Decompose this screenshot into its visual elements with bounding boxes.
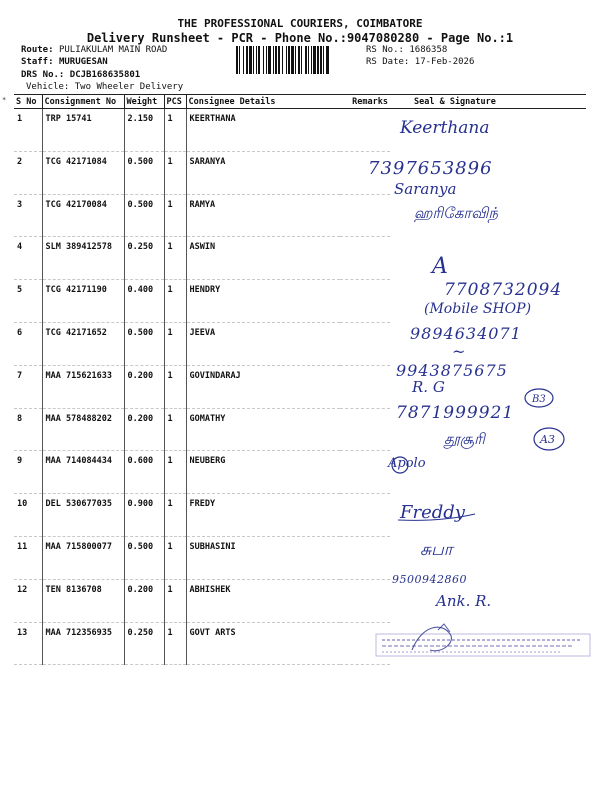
cell-sno: 6 xyxy=(14,322,42,365)
cell-weight: 0.900 xyxy=(124,494,164,537)
cell-pcs: 1 xyxy=(164,408,186,451)
cell-pcs: 1 xyxy=(164,494,186,537)
col-header-consignee: Consignee Details xyxy=(186,95,340,109)
signature-gomathy: R. G xyxy=(412,378,445,396)
signature-jeeva: ~ xyxy=(452,342,466,361)
cell-remarks xyxy=(340,579,390,622)
signature-subhasini-tamil: சுபா xyxy=(420,540,453,560)
barcode-bar xyxy=(273,46,274,74)
cell-remarks xyxy=(340,280,390,323)
barcode-bar xyxy=(295,46,296,74)
handwritten-phone-3: 9894634071 xyxy=(410,324,522,343)
barcode-bar xyxy=(288,46,290,74)
drs-value: DCJB168635801 xyxy=(69,70,141,80)
barcode-bar xyxy=(236,46,238,74)
staff-line xyxy=(21,57,108,68)
col-header-consignment: Consignment No xyxy=(42,95,124,109)
cell-pcs: 1 xyxy=(164,365,186,408)
handwritten-phone-2: 7708732094 xyxy=(444,280,563,300)
cell-consignee: KEERTHANA xyxy=(186,109,340,152)
col-header-weight: Weight xyxy=(124,95,164,109)
cell-consignee: ASWIN xyxy=(186,237,340,280)
handwritten-phone-5: 7871999921 xyxy=(396,403,515,423)
cell-consignment-no: TCG 42171652 xyxy=(42,322,124,365)
cell-remarks xyxy=(340,109,390,152)
cell-pcs: 1 xyxy=(164,194,186,237)
cell-consignee: JEEVA xyxy=(186,322,340,365)
signature-freddy: Freddy xyxy=(400,502,465,523)
rs-no-label: RS No.: xyxy=(366,45,404,55)
barcode-bar xyxy=(308,46,309,74)
col-header-pcs: PCS xyxy=(164,95,186,109)
cell-consignee: ABHISHEK xyxy=(186,579,340,622)
handwritten-phone-1: 7397653896 xyxy=(368,158,493,179)
barcode-bar xyxy=(320,46,322,74)
cell-consignee: RAMYA xyxy=(186,194,340,237)
barcode-bar xyxy=(305,46,307,74)
cell-pcs: 1 xyxy=(164,109,186,152)
cell-pcs: 1 xyxy=(164,280,186,323)
table-row xyxy=(14,451,586,494)
cell-weight: 0.500 xyxy=(124,536,164,579)
cell-weight: 0.400 xyxy=(124,280,164,323)
barcode-bar xyxy=(313,46,316,74)
col-header-signature: Seal & Signature xyxy=(390,95,586,109)
cell-consignee: SUBHASINI xyxy=(186,536,340,579)
barcode-bar xyxy=(278,46,280,74)
signature-tamil-2: தூசூரி xyxy=(444,430,485,448)
table-row xyxy=(14,237,586,280)
route-label: Route: xyxy=(21,45,54,55)
cell-remarks xyxy=(340,194,390,237)
rs-no-value: 1686358 xyxy=(409,45,448,55)
barcode-bar xyxy=(268,46,271,74)
table-row xyxy=(14,151,586,194)
cell-sno: 10 xyxy=(14,494,42,537)
rs-no-line xyxy=(366,45,447,56)
cell-consignee: GOVT ARTS xyxy=(186,622,340,665)
col-header-sno: S No xyxy=(14,95,42,109)
cell-weight: 0.200 xyxy=(124,408,164,451)
drs-label: DRS No.: xyxy=(21,70,65,80)
cell-weight: 0.500 xyxy=(124,322,164,365)
cell-sno: 1 xyxy=(14,109,42,152)
cell-remarks xyxy=(340,451,390,494)
cell-consignment-no: MAA 714084434 xyxy=(42,451,124,494)
barcode-bar xyxy=(258,46,260,74)
barcode-bar xyxy=(256,46,257,74)
badge-a3: A3 xyxy=(540,433,555,446)
cell-pcs: 1 xyxy=(164,322,186,365)
badge-b3: B3 xyxy=(532,394,546,405)
signature-keerthana: Keerthana xyxy=(400,118,490,138)
route-line xyxy=(21,45,167,56)
barcode-bar xyxy=(326,46,329,74)
cell-sno: 13 xyxy=(14,622,42,665)
cell-weight: 0.600 xyxy=(124,451,164,494)
cell-remarks xyxy=(340,322,390,365)
table-row xyxy=(14,536,586,579)
barcode-bar xyxy=(239,46,240,74)
barcode-bar xyxy=(311,46,312,74)
cell-pcs: 1 xyxy=(164,579,186,622)
cell-sno: 9 xyxy=(14,451,42,494)
cell-signature xyxy=(390,237,586,280)
company-stamp xyxy=(372,620,592,660)
cell-consignment-no: MAA 715621633 xyxy=(42,365,124,408)
cell-pcs: 1 xyxy=(164,451,186,494)
table-row xyxy=(14,194,586,237)
cell-consignment-no: SLM 389412578 xyxy=(42,237,124,280)
cell-sno: 8 xyxy=(14,408,42,451)
margin-mark: * xyxy=(2,96,7,104)
barcode-bar xyxy=(243,46,244,74)
cell-remarks xyxy=(340,536,390,579)
signature-abhishek: Ank. R. xyxy=(436,592,492,610)
signature-neuberg: Apolo xyxy=(388,456,426,471)
cell-sno: 12 xyxy=(14,579,42,622)
cell-pcs: 1 xyxy=(164,151,186,194)
barcode-bar xyxy=(286,46,287,74)
handwritten-mobile-shop: (Mobile SHOP) xyxy=(424,301,532,317)
cell-consignee: FREDY xyxy=(186,494,340,537)
cell-pcs: 1 xyxy=(164,622,186,665)
cell-weight: 0.250 xyxy=(124,622,164,665)
vehicle-line: Vehicle: Two Wheeler Delivery xyxy=(26,82,184,92)
cell-weight: 0.500 xyxy=(124,194,164,237)
cell-sno: 4 xyxy=(14,237,42,280)
cell-sno: 11 xyxy=(14,536,42,579)
barcode-bar xyxy=(275,46,277,74)
cell-consignment-no: TCG 42170084 xyxy=(42,194,124,237)
cell-consignee: GOMATHY xyxy=(186,408,340,451)
cell-remarks xyxy=(340,408,390,451)
cell-consignment-no: MAA 578488202 xyxy=(42,408,124,451)
cell-sno: 7 xyxy=(14,365,42,408)
cell-consignment-no: TCG 42171084 xyxy=(42,151,124,194)
rs-date-label: RS Date: xyxy=(366,57,410,67)
table-row xyxy=(14,109,586,152)
table-header-row xyxy=(14,95,586,109)
drs-line xyxy=(21,70,140,81)
runsheet-subtitle: Delivery Runsheet - PCR - Phone No.:9047080280 - Page No.:1 xyxy=(86,31,514,45)
signature-saranya: Saranya xyxy=(394,180,457,198)
barcode-bar xyxy=(266,46,267,74)
cell-consignee: HENDRY xyxy=(186,280,340,323)
cell-sno: 5 xyxy=(14,280,42,323)
cell-pcs: 1 xyxy=(164,536,186,579)
rs-date-value: 17-Feb-2026 xyxy=(414,57,475,67)
barcode-bar xyxy=(301,46,302,74)
cell-consignee: NEUBERG xyxy=(186,451,340,494)
barcode-bar xyxy=(246,46,248,74)
cell-weight: 0.200 xyxy=(124,365,164,408)
cell-weight: 0.250 xyxy=(124,237,164,280)
barcode-bar xyxy=(282,46,283,74)
barcode-bar xyxy=(323,46,324,74)
staff-value: MURUGESAN xyxy=(58,57,108,67)
signature-ramya-tamil: ஹரிகோவிந் xyxy=(414,204,498,222)
cell-consignment-no: TRP 15741 xyxy=(42,109,124,152)
cell-weight: 2.150 xyxy=(124,109,164,152)
cell-consignment-no: MAA 712356935 xyxy=(42,622,124,665)
cell-weight: 0.500 xyxy=(124,151,164,194)
handwritten-phone-6: 9500942860 xyxy=(392,573,467,586)
col-header-remarks: Remarks xyxy=(340,95,390,109)
handwritten-phone-4: 9943875675 xyxy=(396,361,508,380)
cell-sno: 3 xyxy=(14,194,42,237)
company-name: THE PROFESSIONAL COURIERS, COIMBATORE xyxy=(177,17,423,30)
cell-remarks xyxy=(340,365,390,408)
rs-date-line xyxy=(366,57,474,68)
cell-consignment-no: TCG 42171190 xyxy=(42,280,124,323)
cell-pcs: 1 xyxy=(164,237,186,280)
table-row xyxy=(14,494,586,537)
staff-label: Staff: xyxy=(21,57,54,67)
cell-consignee: GOVINDARAJ xyxy=(186,365,340,408)
barcode-bar xyxy=(291,46,294,74)
cell-remarks xyxy=(340,494,390,537)
barcode-bar xyxy=(317,46,319,74)
cell-consignment-no: TEN 8136708 xyxy=(42,579,124,622)
barcode xyxy=(236,46,360,74)
cell-remarks xyxy=(340,237,390,280)
table-row xyxy=(14,579,586,622)
cell-sno: 2 xyxy=(14,151,42,194)
route-value: PULIAKULAM MAIN ROAD xyxy=(58,45,168,55)
signature-aswin: A xyxy=(432,254,448,279)
barcode-bar xyxy=(253,46,254,74)
barcode-bar xyxy=(298,46,300,74)
barcode-bar xyxy=(249,46,252,74)
cell-consignment-no: MAA 715800077 xyxy=(42,536,124,579)
barcode-bar xyxy=(263,46,264,74)
cell-consignee: SARANYA xyxy=(186,151,340,194)
cell-weight: 0.200 xyxy=(124,579,164,622)
cell-consignment-no: DEL 530677035 xyxy=(42,494,124,537)
